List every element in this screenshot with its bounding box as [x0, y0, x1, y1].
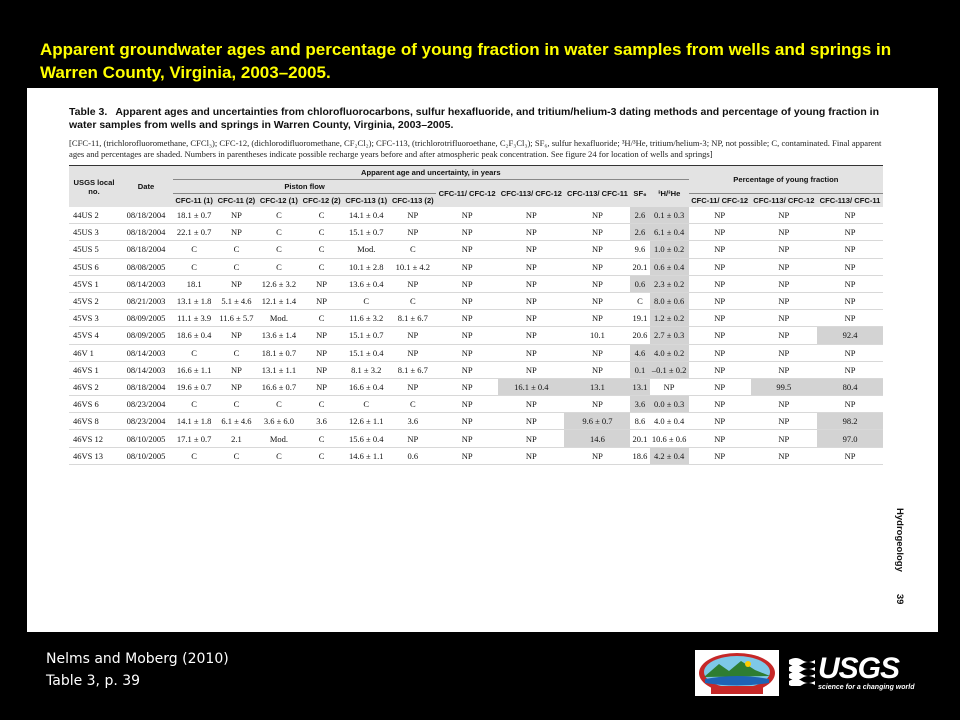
cell-value: NP — [498, 396, 564, 413]
cell-value: C — [173, 344, 215, 361]
cell-usgs-local-no: 45VS 2 — [69, 292, 119, 309]
cell-value: 8.1 ± 3.2 — [343, 361, 390, 378]
cell-usgs-local-no: 44US 2 — [69, 207, 119, 224]
cell-date: 08/18/2004 — [119, 207, 173, 224]
cell-value: NP — [751, 396, 817, 413]
cell-value: NP — [689, 396, 751, 413]
table-row — [69, 275, 883, 292]
cell-value: 92.4 — [817, 327, 883, 344]
cell-value: 18.6 ± 0.4 — [173, 327, 215, 344]
cell-usgs-local-no: 45US 3 — [69, 224, 119, 241]
cell-value: 13.6 ± 0.4 — [343, 275, 390, 292]
cell-value: 12.6 ± 1.1 — [343, 413, 390, 430]
cell-value: NP — [215, 224, 257, 241]
cell-value: 2.3 ± 0.2 — [650, 275, 689, 292]
warren-county-logo — [695, 650, 779, 696]
cell-value: NP — [390, 207, 437, 224]
cell-value: C — [300, 396, 343, 413]
cell-value: C — [343, 396, 390, 413]
cell-value: NP — [390, 327, 437, 344]
cell-value: NP — [498, 275, 564, 292]
cell-value: 8.6 — [630, 413, 649, 430]
table-row — [69, 344, 883, 361]
cell-value: C — [258, 207, 301, 224]
table-row — [69, 361, 883, 378]
cell-value: 5.1 ± 4.6 — [215, 292, 257, 309]
header-usgs-local-no: USGS local no. — [69, 166, 119, 208]
cell-value: 1.2 ± 0.2 — [650, 310, 689, 327]
cell-value: Mod. — [343, 241, 390, 258]
cell-value: 2.6 — [630, 207, 649, 224]
cell-value: 8.1 ± 6.7 — [390, 310, 437, 327]
cell-value: 3.6 ± 6.0 — [258, 413, 301, 430]
cell-value: NP — [689, 275, 751, 292]
cell-value: NP — [751, 258, 817, 275]
cell-value: 20.1 — [630, 430, 649, 447]
cell-value: NP — [498, 327, 564, 344]
cell-value: NP — [390, 430, 437, 447]
cell-value: C — [300, 430, 343, 447]
header-cfc113-cfc12: CFC-113/ CFC-12 — [498, 180, 564, 208]
cell-value: Mod. — [258, 430, 301, 447]
cell-usgs-local-no: 46VS 12 — [69, 430, 119, 447]
cell-value: NP — [650, 378, 689, 395]
cell-value: C — [390, 241, 437, 258]
cell-date: 08/14/2003 — [119, 275, 173, 292]
cell-value: NP — [436, 396, 498, 413]
cell-value: C — [215, 241, 257, 258]
cell-value: C — [173, 241, 215, 258]
cell-value: 18.1 ± 0.7 — [258, 344, 301, 361]
cell-value: NP — [689, 207, 751, 224]
cell-date: 08/09/2005 — [119, 327, 173, 344]
cell-value: NP — [564, 292, 630, 309]
cell-value: 11.6 ± 3.2 — [343, 310, 390, 327]
cell-value: NP — [564, 361, 630, 378]
cell-value: 8.1 ± 6.7 — [390, 361, 437, 378]
cell-value: NP — [215, 207, 257, 224]
cell-value: NP — [436, 344, 498, 361]
cell-value: NP — [390, 378, 437, 395]
table-row — [69, 378, 883, 395]
cell-value: NP — [215, 275, 257, 292]
cell-value: 9.6 — [630, 241, 649, 258]
cell-value: 3.6 — [630, 396, 649, 413]
table-row — [69, 430, 883, 447]
data-table — [69, 165, 883, 465]
cell-date: 08/23/2004 — [119, 413, 173, 430]
header-cfc11-2: CFC-11 (2) — [215, 194, 257, 208]
cell-value: 20.6 — [630, 327, 649, 344]
document-panel — [27, 88, 938, 632]
cell-value: NP — [215, 327, 257, 344]
cell-value: NP — [498, 292, 564, 309]
cell-value: NP — [498, 361, 564, 378]
header-pct-cfc113-cfc12: CFC-113/ CFC-12 — [751, 194, 817, 208]
cell-date: 08/08/2005 — [119, 258, 173, 275]
cell-value: NP — [498, 207, 564, 224]
cell-value: C — [173, 396, 215, 413]
cell-value: NP — [436, 447, 498, 464]
cell-value: 10.1 ± 4.2 — [390, 258, 437, 275]
cell-value: NP — [564, 447, 630, 464]
cell-usgs-local-no: 46VS 13 — [69, 447, 119, 464]
cell-value: NP — [751, 344, 817, 361]
cell-value: NP — [817, 207, 883, 224]
cell-value: 0.0 ± 0.3 — [650, 396, 689, 413]
cell-value: 2.7 ± 0.3 — [650, 327, 689, 344]
cell-value: NP — [689, 310, 751, 327]
table-row — [69, 413, 883, 430]
cell-value: 6.1 ± 0.4 — [650, 224, 689, 241]
header-date: Date — [119, 166, 173, 208]
cell-value: C — [630, 292, 649, 309]
cell-value: C — [390, 292, 437, 309]
cell-value: 98.2 — [817, 413, 883, 430]
slide-title: Apparent groundwater ages and percentage of young fraction in water samples from wells and springs in Warren County, Virginia, 2003–2005. — [40, 40, 892, 82]
page-number: 39 — [894, 593, 905, 605]
cell-value: NP — [436, 258, 498, 275]
header-cfc11-1: CFC-11 (1) — [173, 194, 215, 208]
cell-value: C — [343, 292, 390, 309]
cell-value: NP — [751, 430, 817, 447]
cell-value: NP — [817, 310, 883, 327]
cell-value: C — [215, 258, 257, 275]
document-page — [69, 106, 883, 465]
cell-value: NP — [564, 224, 630, 241]
cell-value: NP — [215, 378, 257, 395]
cell-value: 16.6 ± 1.1 — [173, 361, 215, 378]
cell-value: NP — [751, 447, 817, 464]
cell-value: NP — [817, 241, 883, 258]
cell-value: 16.6 ± 0.7 — [258, 378, 301, 395]
header-cfc11-cfc12: CFC-11/ CFC-12 — [436, 180, 498, 208]
cell-value: NP — [390, 275, 437, 292]
cell-value: 0.1 — [630, 361, 649, 378]
cell-value: NP — [751, 292, 817, 309]
header-pct-cfc113-cfc11: CFC-113/ CFC-11 — [817, 194, 883, 208]
header-pct-cfc11-cfc12: CFC-11/ CFC-12 — [689, 194, 751, 208]
cell-value: 11.6 ± 5.7 — [215, 310, 257, 327]
cell-value: NP — [436, 275, 498, 292]
cell-value: 4.0 ± 0.4 — [650, 413, 689, 430]
cell-value: 15.1 ± 0.7 — [343, 224, 390, 241]
table-row — [69, 207, 883, 224]
table-caption — [69, 106, 883, 132]
cell-value: NP — [498, 310, 564, 327]
cell-value: NP — [564, 344, 630, 361]
cell-value: NP — [689, 241, 751, 258]
cell-value: 99.5 — [751, 378, 817, 395]
cell-value: NP — [817, 258, 883, 275]
cell-date: 08/23/2004 — [119, 396, 173, 413]
cell-value: 0.6 ± 0.4 — [650, 258, 689, 275]
cell-value: C — [300, 258, 343, 275]
cell-value: 13.6 ± 1.4 — [258, 327, 301, 344]
cell-date: 08/18/2004 — [119, 224, 173, 241]
cell-value: NP — [390, 224, 437, 241]
cell-usgs-local-no: 45VS 1 — [69, 275, 119, 292]
header-cfc12-1: CFC-12 (1) — [258, 194, 301, 208]
cell-value: 4.0 ± 0.2 — [650, 344, 689, 361]
cell-value: NP — [689, 224, 751, 241]
cell-value: NP — [564, 258, 630, 275]
cell-value: NP — [689, 447, 751, 464]
cell-value: NP — [817, 275, 883, 292]
cell-date: 08/10/2005 — [119, 430, 173, 447]
cell-value: NP — [689, 361, 751, 378]
cell-usgs-local-no: 45VS 3 — [69, 310, 119, 327]
cell-value: NP — [751, 241, 817, 258]
cell-value: 18.1 ± 0.7 — [173, 207, 215, 224]
cell-value: 10.1 ± 2.8 — [343, 258, 390, 275]
cell-value: NP — [751, 275, 817, 292]
cell-value: 17.1 ± 0.7 — [173, 430, 215, 447]
cell-value: NP — [564, 241, 630, 258]
usgs-wordmark: USGS — [818, 652, 900, 685]
cell-value: NP — [564, 310, 630, 327]
cell-value: –0.1 ± 0.2 — [650, 361, 689, 378]
table-row — [69, 258, 883, 275]
table-caption-text: Apparent ages and uncertainties from chlorofluorocarbons, sulfur hexafluoride, and tritium/helium-3 dating methods and percentage of young fraction in water samples from wells and springs in Warren County, Virginia, 2003–2005. — [69, 106, 879, 131]
cell-value: 18.6 — [630, 447, 649, 464]
cell-value: 15.6 ± 0.4 — [343, 430, 390, 447]
cell-value: NP — [300, 327, 343, 344]
cell-value: 6.1 ± 4.6 — [215, 413, 257, 430]
header-tritium-helium: ³H/³He — [650, 180, 689, 208]
cell-value: 15.1 ± 0.4 — [343, 344, 390, 361]
cell-value: 14.1 ± 0.4 — [343, 207, 390, 224]
cell-value: 19.1 — [630, 310, 649, 327]
cell-value: 22.1 ± 0.7 — [173, 224, 215, 241]
cell-value: 14.6 ± 1.1 — [343, 447, 390, 464]
cell-value: C — [173, 258, 215, 275]
cell-value: 16.6 ± 0.4 — [343, 378, 390, 395]
cell-value: 15.1 ± 0.7 — [343, 327, 390, 344]
cell-value: NP — [498, 447, 564, 464]
cell-value: NP — [498, 413, 564, 430]
cell-value: 8.0 ± 0.6 — [650, 292, 689, 309]
cell-value: NP — [436, 207, 498, 224]
cell-date: 08/10/2005 — [119, 447, 173, 464]
table-row — [69, 310, 883, 327]
cell-usgs-local-no: 45US 5 — [69, 241, 119, 258]
cell-value: 97.0 — [817, 430, 883, 447]
table-number: Table 3. — [69, 106, 108, 118]
cell-value: NP — [436, 292, 498, 309]
citation-table-ref: Table 3, p. 39 — [46, 673, 141, 689]
citation-authors: Nelms and Moberg (2010) — [46, 651, 229, 667]
cell-value: NP — [436, 361, 498, 378]
cell-value: NP — [689, 327, 751, 344]
cell-usgs-local-no: 45VS 4 — [69, 327, 119, 344]
cell-value: NP — [751, 327, 817, 344]
cell-value: 18.1 — [173, 275, 215, 292]
table-row — [69, 327, 883, 344]
cell-value: NP — [300, 344, 343, 361]
cell-value: NP — [817, 447, 883, 464]
table-row — [69, 224, 883, 241]
cell-usgs-local-no: 46VS 8 — [69, 413, 119, 430]
cell-value: NP — [564, 396, 630, 413]
header-cfc12-2: CFC-12 (2) — [300, 194, 343, 208]
cell-value: 16.1 ± 0.4 — [498, 378, 564, 395]
cell-value: 13.1 — [630, 378, 649, 395]
cell-value: 0.6 — [630, 275, 649, 292]
cell-value: NP — [564, 207, 630, 224]
cell-value: 14.1 ± 1.8 — [173, 413, 215, 430]
cell-value: C — [173, 447, 215, 464]
cell-value: 4.2 ± 0.4 — [650, 447, 689, 464]
cell-value: 2.1 — [215, 430, 257, 447]
cell-usgs-local-no: 46VS 2 — [69, 378, 119, 395]
cell-value: C — [215, 447, 257, 464]
cell-value: C — [258, 258, 301, 275]
cell-value: NP — [390, 344, 437, 361]
cell-value: NP — [689, 413, 751, 430]
header-percentage-young: Percentage of young fraction — [689, 166, 883, 194]
cell-value: NP — [300, 275, 343, 292]
cell-value: NP — [689, 258, 751, 275]
cell-value: NP — [215, 361, 257, 378]
cell-value: C — [300, 310, 343, 327]
cell-value: C — [300, 207, 343, 224]
cell-value: NP — [436, 378, 498, 395]
cell-value: NP — [689, 378, 751, 395]
cell-value: NP — [498, 258, 564, 275]
cell-value: 4.6 — [630, 344, 649, 361]
cell-value: 13.1 — [564, 378, 630, 395]
header-cfc113-1: CFC-113 (1) — [343, 194, 390, 208]
header-apparent-age: Apparent age and uncertainty, in years — [173, 166, 689, 180]
cell-value: NP — [751, 413, 817, 430]
cell-value: 14.6 — [564, 430, 630, 447]
cell-value: 1.0 ± 0.2 — [650, 241, 689, 258]
side-label — [894, 508, 905, 604]
side-section-name: Hydrogeology — [894, 508, 905, 572]
cell-value: C — [300, 224, 343, 241]
table-row — [69, 396, 883, 413]
cell-value: NP — [436, 310, 498, 327]
cell-value: C — [390, 396, 437, 413]
cell-value: 11.1 ± 3.9 — [173, 310, 215, 327]
cell-value: 0.1 ± 0.3 — [650, 207, 689, 224]
cell-value: NP — [689, 292, 751, 309]
cell-value: NP — [498, 430, 564, 447]
cell-value: 10.1 — [564, 327, 630, 344]
cell-value: NP — [817, 224, 883, 241]
cell-value: C — [258, 241, 301, 258]
cell-value: NP — [564, 275, 630, 292]
cell-value: 20.1 — [630, 258, 649, 275]
header-sf6: SF₆ — [630, 180, 649, 208]
cell-value: C — [215, 344, 257, 361]
cell-value: NP — [751, 361, 817, 378]
cell-usgs-local-no: 46V 1 — [69, 344, 119, 361]
cell-value: NP — [498, 344, 564, 361]
cell-value: C — [258, 224, 301, 241]
usgs-logo — [788, 652, 915, 696]
header-cfc113-2: CFC-113 (2) — [390, 194, 437, 208]
cell-date: 08/09/2005 — [119, 310, 173, 327]
cell-usgs-local-no: 46VS 1 — [69, 361, 119, 378]
cell-value: 13.1 ± 1.1 — [258, 361, 301, 378]
cell-date: 08/21/2003 — [119, 292, 173, 309]
table-note: [CFC-11, (trichlorofluoromethane, CFCl₃); CFC-12, (dichlorodifluoromethane, CF₂Cl₂); CFC-113, (trichlorotrifluoroethane, C₂F₃Cl₃); SF₆, sulfur hexafluoride; ³H/³He, tritium/helium-3; NP, not possible; C, contaminated. Final apparent ages and percentages are shaded. Numbers in parentheses indicate possible recharge years before and after atmospheric peak concentration. See figure 24 for location of wells and springs] — [69, 138, 882, 159]
cell-date: 08/14/2003 — [119, 344, 173, 361]
cell-value: C — [300, 447, 343, 464]
cell-value: C — [258, 396, 301, 413]
citation — [46, 648, 229, 692]
header-cfc113-cfc11: CFC-113/ CFC-11 — [564, 180, 630, 208]
cell-value: 13.1 ± 1.8 — [173, 292, 215, 309]
cell-value: NP — [436, 327, 498, 344]
cell-usgs-local-no: 46VS 6 — [69, 396, 119, 413]
cell-value: C — [258, 447, 301, 464]
cell-value: 0.6 — [390, 447, 437, 464]
cell-date: 08/18/2004 — [119, 241, 173, 258]
cell-date: 08/14/2003 — [119, 361, 173, 378]
side-running-head — [885, 508, 925, 618]
cell-value: NP — [817, 344, 883, 361]
cell-value: 2.6 — [630, 224, 649, 241]
cell-date: 08/18/2004 — [119, 378, 173, 395]
cell-value: NP — [817, 361, 883, 378]
cell-value: NP — [300, 361, 343, 378]
table-row — [69, 447, 883, 464]
table-body — [69, 207, 883, 464]
cell-value: NP — [436, 224, 498, 241]
cell-value: 80.4 — [817, 378, 883, 395]
cell-value: 12.6 ± 3.2 — [258, 275, 301, 292]
cell-value: NP — [300, 292, 343, 309]
cell-value: NP — [751, 310, 817, 327]
cell-usgs-local-no: 45US 6 — [69, 258, 119, 275]
cell-value: NP — [751, 224, 817, 241]
cell-value: NP — [498, 241, 564, 258]
cell-value: NP — [436, 430, 498, 447]
header-piston-flow: Piston flow — [173, 180, 436, 194]
cell-value: NP — [498, 224, 564, 241]
cell-value: NP — [689, 430, 751, 447]
cell-value: 9.6 ± 0.7 — [564, 413, 630, 430]
usgs-wave-icon — [788, 656, 816, 686]
table-row — [69, 241, 883, 258]
cell-value: 10.6 ± 0.6 — [650, 430, 689, 447]
cell-value: NP — [817, 396, 883, 413]
cell-value: 19.6 ± 0.7 — [173, 378, 215, 395]
cell-value: Mod. — [258, 310, 301, 327]
cell-value: NP — [436, 241, 498, 258]
usgs-tagline: science for a changing world — [818, 684, 915, 691]
cell-value: NP — [300, 378, 343, 395]
cell-value: 12.1 ± 1.4 — [258, 292, 301, 309]
cell-value: C — [215, 396, 257, 413]
cell-value: NP — [689, 344, 751, 361]
table-row — [69, 292, 883, 309]
cell-value: NP — [817, 292, 883, 309]
cell-value: NP — [751, 207, 817, 224]
cell-value: 3.6 — [390, 413, 437, 430]
cell-value: 3.6 — [300, 413, 343, 430]
cell-value: NP — [436, 413, 498, 430]
cell-value: C — [300, 241, 343, 258]
